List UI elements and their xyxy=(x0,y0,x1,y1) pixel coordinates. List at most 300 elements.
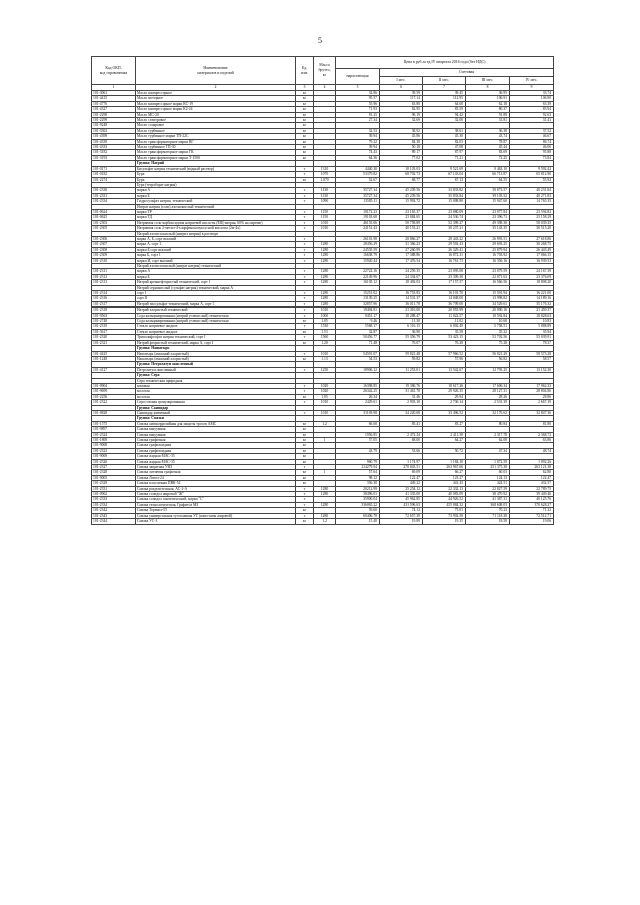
price-month-2-cell: 20 955.99 xyxy=(423,308,466,313)
unit-cell: кг xyxy=(296,519,314,524)
code-cell: 101-9563 xyxy=(92,313,136,318)
price-month-2-cell: 2 411.38 xyxy=(423,432,466,437)
price-month-3-cell: 251 375.38 xyxy=(466,465,510,470)
price-month-3-cell: 28 127.31 xyxy=(466,389,510,394)
column-number: 8 xyxy=(466,85,510,91)
price-cumulative-cell: 16105.12 xyxy=(336,280,380,285)
header-unit-main: Ед. xyxy=(301,65,308,70)
name-cell: Масло турбинное ТП-30 xyxy=(136,145,296,150)
price-cumulative-cell: 71.93 xyxy=(336,107,380,112)
price-month-2-cell: 87.97 xyxy=(423,150,466,155)
price-month-1-cell: 45 239.56 xyxy=(380,188,423,193)
name-cell: Сера газовая гранулированная xyxy=(136,400,296,405)
price-month-4-cell: 48.74 xyxy=(510,448,554,453)
price-month-1-cell: 11 253.01 xyxy=(380,367,423,372)
price-cumulative-cell: 13585.11 xyxy=(336,199,380,204)
price-month-2-cell: 32.00 xyxy=(423,118,466,123)
price-month-4-cell: 35.94 xyxy=(510,329,554,334)
price-month-1-cell: 17 476.54 xyxy=(380,258,423,263)
header-including: Счетовая xyxy=(380,69,554,77)
price-month-2-cell: 38.61 xyxy=(423,128,466,133)
price-month-4-cell: 16 221.00 xyxy=(510,291,554,296)
header-cumulative: нарастающая xyxy=(336,69,380,85)
name-cell: Смазка Литол-24 xyxy=(136,475,296,480)
code-cell: 101-2322 xyxy=(92,400,136,405)
unit-cell: кг xyxy=(296,443,314,448)
code-cell: 101-0625 xyxy=(92,215,136,220)
column-number: 6 xyxy=(380,85,423,91)
price-month-2-cell: 28 443.22 xyxy=(423,236,466,241)
price-month-3-cell: 15 591.94 xyxy=(466,291,510,296)
code-cell: 101-9248 xyxy=(92,123,136,128)
unit-cell: кг xyxy=(296,112,314,117)
unit-cell: т xyxy=(296,253,314,258)
price-month-3-cell: 75.28 xyxy=(466,340,510,345)
code-cell: 101-3617 xyxy=(92,329,136,334)
code-cell: 101-2748 xyxy=(92,319,136,324)
name-cell: марки А xyxy=(136,188,296,193)
name-cell: Масло моторное xyxy=(136,96,296,101)
price-month-3-cell: 28.26 xyxy=(466,394,510,399)
price-month-3-cell: 62.08 xyxy=(466,438,510,443)
mass-cell: 1010 xyxy=(314,226,336,231)
unit-cell: т xyxy=(296,400,314,405)
price-month-1-cell: 27 260.99 xyxy=(380,247,423,252)
price-month-3-cell: 36.95 xyxy=(466,91,510,96)
unit-cell: т xyxy=(296,269,314,274)
price-month-2-cell: 75.01 xyxy=(423,508,466,513)
price-cumulative-cell: 214279.94 xyxy=(336,465,380,470)
code-cell: 101-2320 xyxy=(92,335,136,340)
mass-cell: 1530 xyxy=(314,324,336,329)
mass-cell: 1280 xyxy=(314,247,336,252)
price-month-4-cell: 26 443.49 xyxy=(510,247,554,252)
unit-cell: кг xyxy=(296,155,314,160)
price-cumulative-cell: 9451.17 xyxy=(336,313,380,318)
price-month-1-cell: 55 356.79 xyxy=(380,335,423,340)
code-cell: 101-9068 xyxy=(92,443,136,448)
price-month-3-cell: 1 072.59 xyxy=(466,459,510,464)
code-cell: 101-0624 xyxy=(92,209,136,214)
name-cell: Масло компрессорное марки К2-24 xyxy=(136,107,296,112)
mass-cell: 1.2 xyxy=(314,421,336,426)
price-month-1-cell: 270 043.51 xyxy=(380,465,423,470)
unit-cell: кг xyxy=(296,329,314,334)
name-cell: Нитрат натрия (соли) азотнокислый технический xyxy=(136,204,296,209)
header-name-sub: материалов и изделий xyxy=(197,70,234,75)
mass-cell: 1280 xyxy=(314,301,336,306)
price-month-2-cell: 14 048.00 xyxy=(423,296,466,301)
code-cell: 101-2326 xyxy=(92,459,136,464)
price-month-1-cell: 68 702.73 xyxy=(380,172,423,177)
price-month-2-cell: 52 399.27 xyxy=(423,220,466,225)
price-month-4-cell: 50 039.35 xyxy=(510,220,554,225)
mass-cell: 1280 xyxy=(314,296,336,301)
name-cell: Смазка жидкая МАС-35 xyxy=(136,459,296,464)
price-month-2-cell: 11 022.57 xyxy=(423,313,466,318)
price-month-3-cell: 368 608.03 xyxy=(466,502,510,507)
price-month-2-cell: 36 709.00 xyxy=(423,301,466,306)
price-month-3-cell: 16 566.56 xyxy=(466,280,510,285)
name-cell: Натрий тиосульфат технический, марка А, сорт I xyxy=(136,301,296,306)
code-cell: 101-2308 xyxy=(92,247,136,252)
price-month-1-cell: 68.77 xyxy=(380,177,423,182)
name-cell: Группа: Сера xyxy=(136,373,296,378)
price-month-1-cell: 24 259.35 xyxy=(380,269,423,274)
name-cell: Смазка графитоидная xyxy=(136,448,296,453)
price-month-4-cell: 10.83 xyxy=(510,319,554,324)
price-month-1-cell: 63.80 xyxy=(380,101,423,106)
price-month-2-cell: 13 542.67 xyxy=(423,367,466,372)
price-month-4-cell: 16 939.53 xyxy=(510,258,554,263)
mass-cell: 1070 xyxy=(314,172,336,177)
name-cell: Масло соляровое xyxy=(136,123,296,128)
header-month-2: II мес. xyxy=(423,77,466,85)
price-month-2-cell: 441.43 xyxy=(423,481,466,486)
price-cumulative-cell: 50456.77 xyxy=(336,335,380,340)
mass-cell: 1.13 xyxy=(314,356,336,361)
price-month-1-cell: 34 220.68 xyxy=(380,410,423,415)
price-month-3-cell: 45.44 xyxy=(466,145,510,150)
unit-cell: т xyxy=(296,410,314,415)
price-month-3-cell: 47.34 xyxy=(466,448,510,453)
header-code xyxy=(92,57,136,85)
price-month-1-cell: 74.12 xyxy=(380,508,423,513)
unit-cell: т xyxy=(296,465,314,470)
code-cell: 101-4425 xyxy=(92,351,136,356)
price-cumulative-cell: 57.05 xyxy=(336,438,380,443)
code-cell: 101-2344 xyxy=(92,519,136,524)
price-month-2-cell: 83.59 xyxy=(423,107,466,112)
price-cumulative-cell: 57.64 xyxy=(336,470,380,475)
price-month-1-cell: 50 758.89 xyxy=(380,220,423,225)
price-month-2-cell: 94.42 xyxy=(423,112,466,117)
mass-cell: 1.070 xyxy=(314,177,336,182)
price-month-4-cell: 55.92 xyxy=(510,177,554,182)
mass-cell: 1010 xyxy=(314,308,336,313)
price-month-3-cell: 10 592.84 xyxy=(466,313,510,318)
price-month-3-cell: 49 398.30 xyxy=(466,220,510,225)
price-month-4-cell: 1 092.26 xyxy=(510,459,554,464)
price-month-2-cell: 76.28 xyxy=(423,340,466,345)
price-month-4-cell: 40 271.83 xyxy=(510,193,554,198)
unit-cell: кг xyxy=(296,96,314,101)
price-month-1-cell: 32.69 xyxy=(380,118,423,123)
price-month-4-cell: 31.41 xyxy=(510,118,554,123)
name-cell: марка А, сорт 1 xyxy=(136,242,296,247)
price-month-4-cell: 46.06 xyxy=(510,145,554,150)
price-month-3-cell: 70.23 xyxy=(466,508,510,513)
name-cell: Группа: Натрий xyxy=(136,161,296,166)
name-cell: Смазка Торенол-55 xyxy=(136,508,296,513)
price-month-1-cell: 23 084.65 xyxy=(380,215,423,220)
unit-cell: т xyxy=(296,220,314,225)
price-cumulative-cell: 20212.99 xyxy=(336,486,380,491)
price-cumulative-cell: 19103.68 xyxy=(336,215,380,220)
name-cell: Натрий хлористый технический xyxy=(136,308,296,313)
mass-cell: 1 xyxy=(314,438,336,443)
price-month-4-cell: 17 962.33 xyxy=(510,383,554,388)
price-month-4-cell: 28 804.86 xyxy=(510,389,554,394)
unit-cell: т xyxy=(296,247,314,252)
price-month-1-cell: 39.59 xyxy=(380,91,423,96)
price-month-1-cell: 82.95 xyxy=(380,107,423,112)
mass-cell: 1130 xyxy=(314,193,336,198)
header-month-4: IV мес. xyxy=(510,77,554,85)
name-cell: Натриевая соль 2-метил-4-хлорфеноксиуксусной кислоты (2м-4х) xyxy=(136,226,296,231)
price-month-1-cell: 72 657.39 xyxy=(380,513,423,518)
price-table xyxy=(91,56,554,525)
price-cumulative-cell: 43.79 xyxy=(336,448,380,453)
price-month-1-cell: 76.07 xyxy=(380,340,423,345)
mass-cell: 1280 xyxy=(314,291,336,296)
price-cumulative-cell: 960.79 xyxy=(336,459,380,464)
column-number: 3 xyxy=(296,85,314,91)
header-month-3: III мес. xyxy=(466,77,510,85)
price-month-2-cell: 9 521.69 xyxy=(423,166,466,171)
code-cell: 101-2333 xyxy=(92,497,136,502)
price-cumulative-cell: 98.12 xyxy=(336,475,380,480)
price-cumulative-cell: 32.86 xyxy=(336,91,380,96)
price-month-4-cell: 63.39 xyxy=(510,101,554,106)
price-month-2-cell: 82.03 xyxy=(423,139,466,144)
price-month-1-cell: 36 011.78 xyxy=(380,301,423,306)
price-cumulative-cell: 38496.01 xyxy=(336,492,380,497)
column-number: 1 xyxy=(92,85,136,91)
name-cell: Бура xyxy=(136,172,296,177)
mass-cell: 1280 xyxy=(314,486,336,491)
price-month-1-cell: 117.14 xyxy=(380,96,423,101)
price-month-4-cell: 81.80 xyxy=(510,421,554,426)
price-cumulative-cell: 2429.61 xyxy=(336,400,380,405)
price-cumulative-cell: 22722.16 xyxy=(336,269,380,274)
price-month-3-cell: 124.13 xyxy=(466,475,510,480)
price-month-1-cell: 59 821.48 xyxy=(380,351,423,356)
price-month-3-cell: 10.60 xyxy=(466,319,510,324)
unit-cell: кг xyxy=(296,438,314,443)
price-cumulative-cell: 53379.82 xyxy=(336,172,380,177)
price-month-4-cell: 2 368.72 xyxy=(510,432,554,437)
price-month-2-cell: 29.94 xyxy=(423,394,466,399)
name-cell: марки А xyxy=(136,269,296,274)
name-cell: молотая xyxy=(136,389,296,394)
code-cell: 101-1248 xyxy=(92,356,136,361)
page-number: 5 xyxy=(318,36,322,45)
price-cumulative-cell: 15.40 xyxy=(336,519,380,524)
price-cumulative-cell: 55.96 xyxy=(336,101,380,106)
price-month-4-cell: 17 066.15 xyxy=(510,253,554,258)
price-month-4-cell: 83.94 xyxy=(510,107,554,112)
name-cell: Масло компрессорное марки КС-19 xyxy=(136,101,296,106)
price-month-1-cell: 96.19 xyxy=(380,112,423,117)
code-cell: 101-4415 xyxy=(92,96,136,101)
mass-cell: 1280 xyxy=(314,253,336,258)
price-month-2-cell: 53 423.15 xyxy=(423,335,466,340)
price-month-3-cell: 22 071.63 xyxy=(466,274,510,279)
price-month-1-cell: 449.22 xyxy=(380,481,423,486)
code-cell: 101-9897 xyxy=(92,427,136,432)
price-month-3-cell: 9 463.10 xyxy=(466,166,510,171)
price-month-2-cell: 50.72 xyxy=(423,448,466,453)
price-cumulative-cell: 15920.44 xyxy=(336,258,380,263)
price-month-2-cell: 15 008.80 xyxy=(423,199,466,204)
price-month-4-cell: 33.74 xyxy=(510,91,554,96)
name-cell: Смазка графитная xyxy=(136,438,296,443)
unit-cell: кг xyxy=(296,340,314,345)
price-month-3-cell: 16 703.92 xyxy=(466,253,510,258)
price-month-4-cell: 39 449.46 xyxy=(510,492,554,497)
price-month-1-cell: 53.66 xyxy=(380,448,423,453)
name-cell: Смазка вакуумная xyxy=(136,432,296,437)
price-month-1-cell: 36.90 xyxy=(380,329,423,334)
code-cell: 101-2312 xyxy=(92,274,136,279)
price-month-3-cell: 35 143.35 xyxy=(466,226,510,231)
unit-cell: кг xyxy=(296,123,314,128)
code-cell: 101-4327 xyxy=(92,107,136,112)
price-month-4-cell: 86.74 xyxy=(510,139,554,144)
price-month-3-cell: 5 758.51 xyxy=(466,324,510,329)
price-month-1-cell: 11.30 xyxy=(380,319,423,324)
code-cell: 101-4776 xyxy=(92,101,136,106)
name-cell: Сера техническая природная xyxy=(136,378,296,383)
code-cell: 101-2311 xyxy=(92,269,136,274)
price-cumulative-cell: 28456.29 xyxy=(336,242,380,247)
unit-cell: т xyxy=(296,324,314,329)
price-cumulative-cell: 54.53 xyxy=(336,356,380,361)
price-month-2-cell: 16 761.73 xyxy=(423,258,466,263)
code-cell: 101-1869 xyxy=(92,438,136,443)
price-month-3-cell: 2 531.39 xyxy=(466,400,510,405)
code-cell: 101-2319 xyxy=(92,324,136,329)
code-cell: 101-2274 xyxy=(92,177,136,182)
mass-cell: 1090 xyxy=(314,199,336,204)
price-month-2-cell: 22 332.13 xyxy=(423,486,466,491)
price-month-2-cell: 57.96 xyxy=(423,356,466,361)
price-cumulative-cell: 24151.43 xyxy=(336,226,380,231)
mass-cell: 1250 xyxy=(314,367,336,372)
price-month-2-cell: 11.02 xyxy=(423,319,466,324)
price-month-3-cell: 424.51 xyxy=(466,481,510,486)
price-month-2-cell: 16 101.70 xyxy=(423,291,466,296)
price-month-4-cell: 55 039.91 xyxy=(510,335,554,340)
unit-cell: кг xyxy=(296,145,314,150)
name-cell: марки ТР xyxy=(136,209,296,214)
name-cell: Группа: Скипидар xyxy=(136,405,296,410)
code-cell: 101-2342 xyxy=(92,508,136,513)
price-month-2-cell: 29 592.43 xyxy=(423,242,466,247)
mass-cell: 1020 xyxy=(314,389,336,394)
code-cell: 101-2330 xyxy=(92,188,136,193)
header-mass-unit: кг xyxy=(322,72,327,77)
price-month-1-cell: 19 386.76 xyxy=(380,383,423,388)
price-month-1-cell: 45 239.56 xyxy=(380,193,423,198)
price-month-3-cell: 32 176.62 xyxy=(466,410,510,415)
price-month-2-cell: 47.08 xyxy=(423,145,466,150)
price-month-2-cell: 23 095.08 xyxy=(423,269,466,274)
price-month-1-cell: 40 153.21 xyxy=(380,226,423,231)
header-month-1: I мес. xyxy=(380,77,423,85)
price-month-2-cell: 67.13 xyxy=(423,177,466,182)
price-month-1-cell: 10 288.47 xyxy=(380,313,423,318)
price-month-2-cell: 40 083.09 xyxy=(423,492,466,497)
price-month-4-cell: 62.80 xyxy=(510,470,554,475)
price-cumulative-cell: 18906.12 xyxy=(336,367,380,372)
code-cell: 101-2334 xyxy=(92,502,136,507)
unit-cell: т xyxy=(296,497,314,502)
price-cumulative-cell: 59.60 xyxy=(336,508,380,513)
code-cell: 101-3193 xyxy=(92,155,136,160)
table-header xyxy=(92,57,554,91)
price-cumulative-cell: 39.94 xyxy=(336,145,380,150)
code-cell: 101-4339 xyxy=(92,139,136,144)
unit-cell: т xyxy=(296,502,314,507)
unit-cell: кг xyxy=(296,139,314,144)
price-month-3-cell: 17 606.34 xyxy=(466,383,510,388)
price-month-3-cell: 43.74 xyxy=(466,134,510,139)
name-cell: Масло МС-20 xyxy=(136,112,296,117)
name-cell: Масло трансформаторное марки ГК xyxy=(136,150,296,155)
price-month-1-cell: 2 472.24 xyxy=(380,432,423,437)
name-cell: Натрий сернокислый (сульфат натрия) технический, марка А xyxy=(136,285,296,290)
price-month-1-cell: 19.89 xyxy=(380,519,423,524)
name-cell: Смазка разделительная, АС-2-А xyxy=(136,486,296,491)
name-cell: марки ТД xyxy=(136,215,296,220)
column-number: 4 xyxy=(314,85,336,91)
name-cell: Сода кальцинированная (натрий углекислый) техническая xyxy=(136,313,296,318)
name-cell: Смазка графитоидная xyxy=(136,443,296,448)
price-month-2-cell: 16 872.31 xyxy=(423,253,466,258)
code-cell: 101-3363 xyxy=(92,128,136,133)
header-unit xyxy=(296,57,314,85)
code-cell: 101-2334 xyxy=(92,199,136,204)
price-cumulative-cell: 26101.98 xyxy=(336,236,380,241)
header-unit-sub: изм. xyxy=(301,70,308,75)
name-cell: марки И, сорт высший xyxy=(136,258,296,263)
name-cell: Смазка универсальная тугоплавкая УТ (консталин жировой) xyxy=(136,513,296,518)
price-month-2-cell: 66.27 xyxy=(423,470,466,475)
code-cell: 101-2331 xyxy=(92,193,136,198)
unit-cell: кг xyxy=(296,470,314,475)
price-month-4-cell: 35 176.32 xyxy=(510,301,554,306)
price-month-2-cell: 83.27 xyxy=(423,421,466,426)
unit-cell: т xyxy=(296,236,314,241)
price-cumulative-cell: 19494.81 xyxy=(336,308,380,313)
mass-cell: 1560 xyxy=(314,335,336,340)
price-cumulative-cell: 27.34 xyxy=(336,118,380,123)
price-cumulative-cell: 71.48 xyxy=(336,340,380,345)
price-month-2-cell: 35.58 xyxy=(423,329,466,334)
code-cell: 101-2298 xyxy=(92,112,136,117)
price-month-2-cell: 44 926.52 xyxy=(423,497,466,502)
mass-cell: 1150 xyxy=(314,215,336,220)
mass-cell: 1.05 xyxy=(314,394,336,399)
name-cell: Бисульфат натрия технический (водный раствор) xyxy=(136,166,296,171)
unit-cell: кг xyxy=(296,421,314,426)
price-month-4-cell: 72 512.71 xyxy=(510,513,554,518)
column-number: 9 xyxy=(510,85,554,91)
unit-cell: кг xyxy=(296,150,314,155)
price-month-4-cell: 122.47 xyxy=(510,475,554,480)
price-month-2-cell: 45.30 xyxy=(423,134,466,139)
unit-cell: т xyxy=(296,226,314,231)
mass-cell: 1.2 xyxy=(314,519,336,524)
price-month-3-cell: 56 821.29 xyxy=(466,351,510,356)
price-month-1-cell: 17 388.86 xyxy=(380,253,423,258)
code-cell: 101-2310 xyxy=(92,258,136,263)
code-cell: 101-2317 xyxy=(92,301,136,306)
code-cell: 101-2309 xyxy=(92,253,136,258)
price-cumulative-cell: 32.53 xyxy=(336,128,380,133)
